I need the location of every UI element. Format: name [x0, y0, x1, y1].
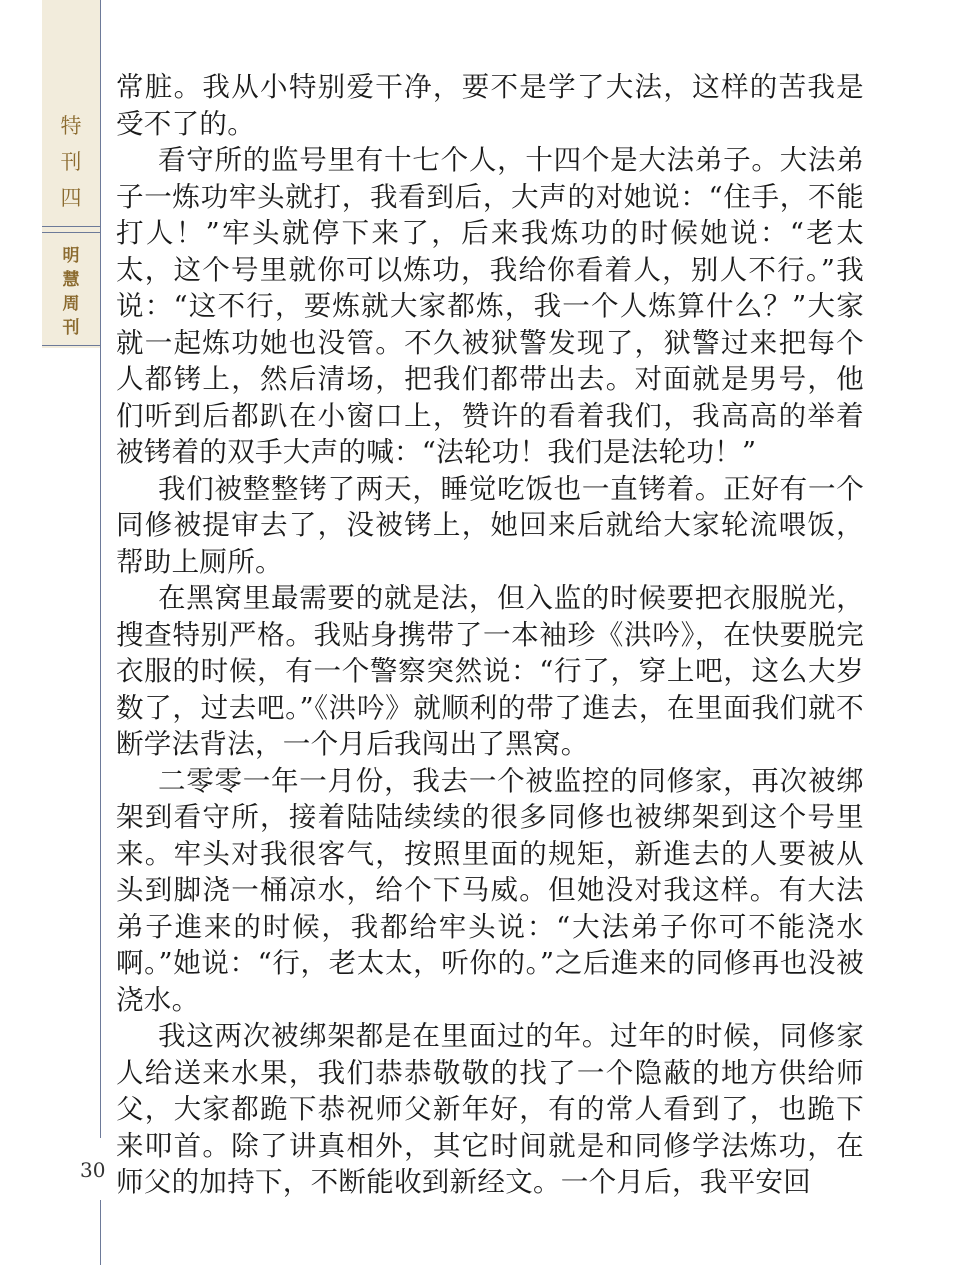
sidebar-divider — [42, 345, 100, 346]
paragraph: 二零零一年一月份，我去一个被监控的同修家，再次被绑架到看守所，接着陆陆续续的很多同修也被绑架到这个号里来。牢头对我很客气，按照里面的规矩，新進去的人要被从头到脚浇一桶凉水，给个下马威。但她没对我这样。有大法弟子進来的时候，我都给牢头说：“大法弟子你可不能浇水啊。”她说：“行，老太太，听你的。”之后進来的同修再也没被浇水。 — [116, 764, 864, 1016]
margin-rule — [100, 0, 101, 1265]
paragraph: 常脏。我从小特别爱干净，要不是学了大法，这样的苦我是受不了的。 — [116, 71, 864, 140]
publication-subtitle-char: 刊 — [62, 318, 80, 338]
publication-subtitle-char: 周 — [62, 294, 80, 314]
publication-title — [42, 108, 100, 216]
page-number: 30 — [80, 1158, 106, 1182]
paragraph: 在黑窝里最需要的就是法，但入监的时候要把衣服脱光，搜查特别严格。我贴身携带了一本袖珍《洪吟》，在快要脱完衣服的时候，有一个警察突然说：“行了，穿上吧，这么大岁数了，过去吧。”《洪吟》就顺利的带了進去，在里面我们就不断学法背法，一个月后我闯出了黑窝。 — [116, 582, 864, 760]
paragraph: 看守所的监号里有十七个人，十四个是大法弟子。大法弟子一炼功牢头就打，我看到后，大声的对她说：“住手，不能打人！”牢头就停下来了，后来我炼功的时候她说：“老太太，这个号里就你可以炼功，我给你看着人，别人不行。”我说：“这不行，要炼就大家都炼，我一个人炼算什么？”大家就一起炼功她也没管。不久被狱警发现了，狱警过来把每个人都铐上，然后清场，把我们都带出去。对面就是男号，他们听到后都趴在小窗口上，赞许的看着我们，我高高的举着被铐着的双手大声的喊：“法轮功！我们是法轮功！” — [116, 144, 864, 468]
publication-subtitle-char: 慧 — [62, 270, 80, 290]
publication-title-char: 特 — [60, 114, 82, 138]
publication-subtitle — [42, 244, 100, 340]
paragraph: 我这两次被绑架都是在里面过的年。过年的时候，同修家人给送来水果，我们恭恭敬敬的找了一个隐蔽的地方供给师父，大家都跪下恭祝师父新年好，有的常人看到了，也跪下来叩首。除了讲真相外，其它时间就是和同修学法炼功，在师父的加持下，不断能收到新经文。一个月后，我平安回 — [116, 1020, 864, 1198]
publication-title-char: 四 — [60, 186, 82, 210]
sidebar-divider — [42, 226, 100, 227]
sidebar-divider — [42, 232, 100, 233]
publication-title-char: 刊 — [60, 150, 82, 174]
article-body — [116, 69, 864, 1201]
publication-subtitle-char: 明 — [62, 246, 80, 266]
paragraph: 我们被整整铐了两天，睡觉吃饭也一直铐着。正好有一个同修被提审去了，没被铐上，她回来后就给大家轮流喂饭，帮助上厕所。 — [116, 472, 864, 578]
